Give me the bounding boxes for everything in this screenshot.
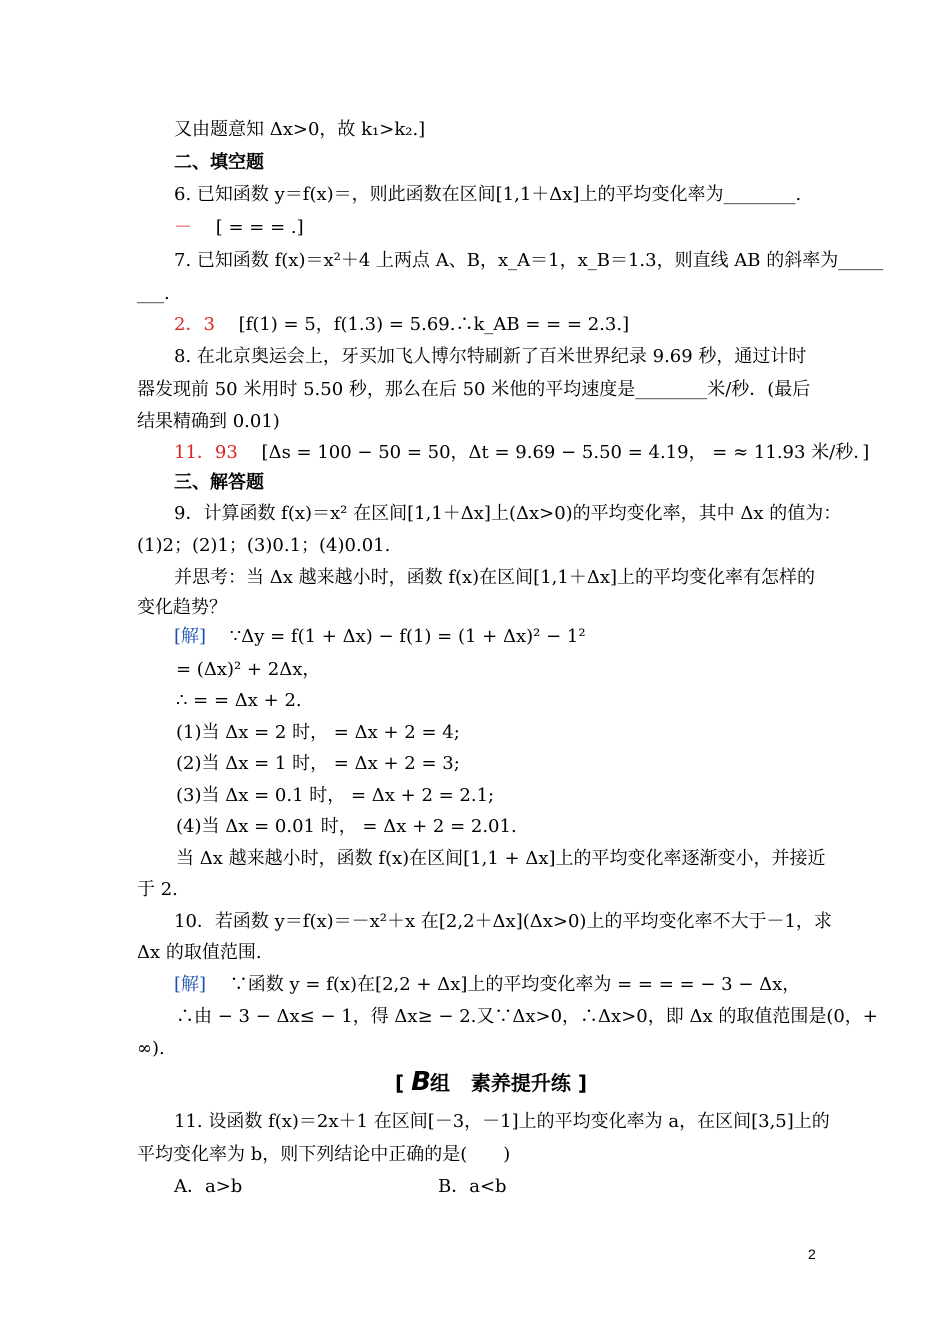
solution-step: = (Δx)² + 2Δx，	[176, 659, 321, 680]
group-label: 组	[429, 1071, 450, 1095]
solution-step: ∴由 − 3 − Δx≤ − 1，得 Δx≥ − 2.又∵Δx>0，∴Δx>0，即 Δx 的取值范围是(0，+	[176, 1006, 878, 1027]
answer-8-explanation: [Δs = 100 − 50 = 50，Δt = 9.69 − 5.50 = 4.19， = ≈ 11.93 米/秒．]	[261, 442, 870, 463]
solution-step: (1)当 Δx = 2 时， = Δx + 2 = 4;	[176, 722, 460, 743]
solution-step: (4)当 Δx = 0.01 时， = Δx + 2 = 2.01.	[176, 816, 517, 837]
section-heading: 二、填空题	[174, 152, 264, 173]
solution-10	[174, 973, 800, 997]
solution-label: [解]	[174, 974, 207, 995]
question-8-cont: 结果精确到 0.01)	[137, 411, 280, 432]
answer-7-value: 2．3	[174, 314, 215, 335]
option-b: B．a<b	[438, 1176, 507, 1197]
bracket-open: [	[395, 1071, 405, 1095]
option-a: A．a>b	[174, 1176, 243, 1197]
solution-label: [解]	[174, 626, 207, 647]
solution-step: (2)当 Δx = 1 时， = Δx + 2 = 3;	[176, 753, 460, 774]
question-9-cont: (1)2；(2)1；(3)0.1；(4)0.01.	[137, 535, 391, 556]
solution-step: 当 Δx 越来越小时，函数 f(x)在区间[1,1 + Δx]上的平均变化率逐渐变小，并接近	[176, 848, 826, 869]
section-header-b	[395, 1068, 587, 1097]
page-number: 2	[808, 1246, 816, 1262]
answer-8-value: 11．93	[174, 442, 238, 463]
solution-step: ∞).	[137, 1038, 165, 1059]
question-8: 8. 在北京奥运会上，牙买加飞人博尔特刷新了百米世界纪录 9.69 秒，通过计时	[174, 346, 807, 367]
section-heading: 三、解答题	[174, 472, 264, 493]
solution-step: ∵函数 y = f(x)在[2,2 + Δx]上的平均变化率为 = = = = − 3 − Δx，	[229, 974, 801, 995]
question-7-cont: ___.	[137, 283, 170, 304]
answer-7	[174, 313, 629, 337]
question-9: 9．计算函数 f(x)＝x² 在区间[1,1＋Δx]上(Δx>0)的平均变化率，其中 Δx 的值为：	[174, 503, 842, 524]
section-title: 素养提升练	[470, 1071, 571, 1095]
question-11-cont: 平均变化率为 b，则下列结论中正确的是( )	[137, 1144, 511, 1165]
question-6: 6. 已知函数 y＝f(x)＝，则此函数在区间[1,1＋Δx]上的平均变化率为________.	[174, 184, 802, 205]
solution-step: ∵Δy = f(1 + Δx) − f(1) = (1 + Δx)² − 1²	[229, 626, 586, 647]
bracket-close: ]	[577, 1071, 588, 1095]
question-9-cont: 并思考：当 Δx 越来越小时，函数 f(x)在区间[1,1＋Δx]上的平均变化率有怎样的	[174, 567, 815, 588]
question-9-cont: 变化趋势？	[137, 597, 227, 618]
question-11: 11. 设函数 f(x)＝2x＋1 在区间[－3，－1]上的平均变化率为 a，在区间[3,5]上的	[174, 1111, 830, 1132]
solution-step: ∴ = = Δx + 2.	[176, 690, 302, 711]
question-7: 7. 已知函数 f(x)＝x²＋4 上两点 A、B，x_A＝1，x_B＝1.3，则直线 AB 的斜率为_____	[174, 250, 884, 271]
answer-6-value: －	[174, 217, 192, 238]
question-8-cont: 器发现前 50 米用时 5.50 秒，那么在后 50 米他的平均速度是________米/秒．(最后	[137, 379, 811, 400]
answer-6-explanation: [ = = = .]	[215, 217, 304, 238]
question-10: 10．若函数 y＝f(x)＝－x²＋x 在[2,2＋Δx](Δx>0)上的平均变化率不大于－1，求	[174, 911, 832, 932]
solution-step: 于 2.	[137, 879, 178, 900]
solution-step: (3)当 Δx = 0.1 时， = Δx + 2 = 2.1;	[176, 785, 495, 806]
question-10-cont: Δx 的取值范围.	[137, 942, 262, 963]
solution-9	[174, 625, 586, 649]
text-line: 又由题意知 Δx>0，故 k₁>k₂.]	[174, 119, 426, 140]
answer-6	[174, 216, 304, 240]
answer-7-explanation: [f(1) = 5，f(1.3) = 5.69.∴k_AB = = = 2.3.]	[238, 314, 630, 335]
answer-8	[174, 441, 869, 465]
group-letter: B	[411, 1067, 430, 1097]
